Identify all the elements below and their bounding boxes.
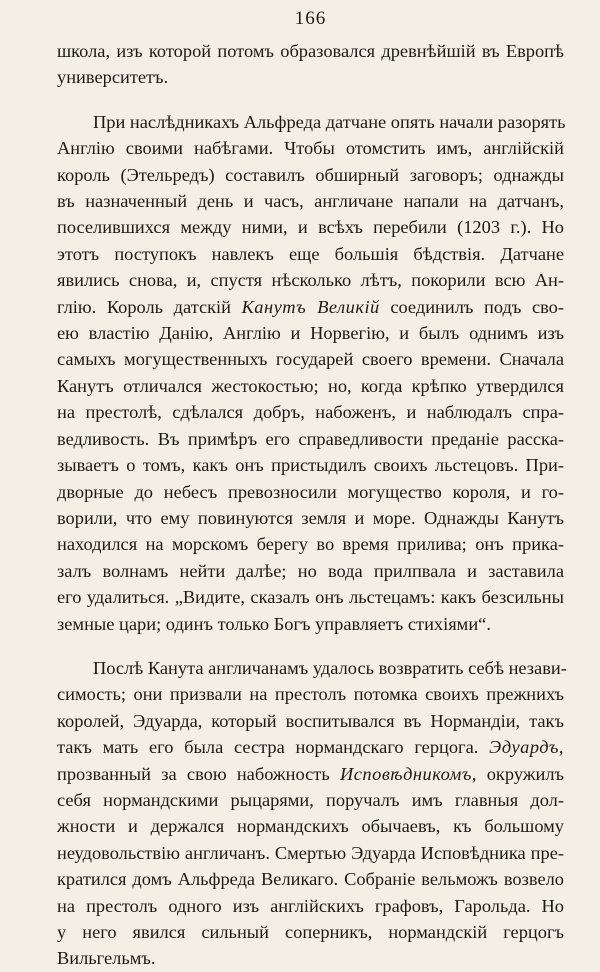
text-line: залъ волнамъ нейти далѣе; но вода прилпвала и заставила [57,560,564,581]
text-line: его удалиться. „Видите, сказалъ онъ льстецамъ: какъ безсильны [57,587,564,608]
text-line: на престолъ одного изъ англійскихъ графовъ, Гарольда. Но [57,895,564,916]
text-line: Канутъ отличался жестокостью; но, когда крѣпко утвердился [57,375,564,396]
text-line: Послѣ Канута англичанамъ удалось возвратить себѣ незави- [93,657,567,678]
emphasized-name: Исповѣдникомъ [339,763,472,784]
paragraph [57,109,564,637]
text-line: глію. Король датскій Канутъ Великій соединилъ подъ сво- [57,296,564,317]
paragraph-gap [57,637,564,655]
text-line: жности и держался нормандскихъ обычаевъ, къ большому [57,816,564,837]
paragraph-gap [57,91,564,109]
text-line: симость; они призвали на престолъ потомка своихъ прежнихъ [57,684,564,705]
text-line: самыхъ могущественныхъ государей своего времени. Сначала [57,349,564,370]
text-line: При наслѣдникахъ Альфреда датчане опять начали разорять [93,111,566,132]
text-line: дворные до небесъ превозносили могущество короля, и го- [57,481,564,502]
text-line: прозванный за свою набожность Исповѣдникомъ, окружилъ [57,763,565,784]
text-line: въ назначенный день и часъ, англичане напали на датчанъ, [57,191,564,212]
page-number: 166 [294,8,327,29]
text-line: такъ мать его была сестра нормандскаго герцога. Эдуардъ, [57,737,564,758]
text-line: ведливость. Въ примѣръ его справедливости преданіе расска- [57,428,564,449]
text-line: кратился домъ Альфреда Великаго. Собраніе вельможъ возвело [57,869,564,890]
text-line: неудовольствію англичанъ. Смертью Эдуарда Исповѣдника пре- [57,842,564,863]
text-line: король (Этельредъ) составилъ обширный заговоръ; однажды [57,164,564,185]
text-line: явились снова, и, спустя нѣсколько лѣтъ, покорили всю Ан- [57,270,564,291]
text-line: школа, изъ которой потомъ образовался древнѣйшій въ Европѣ [57,41,564,61]
emphasized-name: Эдуардъ, [489,737,564,758]
text-line: Англію своими набѣгами. Чтобы отомстить имъ, англійскій [57,138,564,159]
text-line: королей, Эдуарда, который воспитывался въ Нормандіи, такъ [57,710,564,731]
text-line: университетъ. [57,67,169,88]
text-line: зываетъ о томъ, какъ онъ пристыдилъ своихъ льстецовъ. При- [57,455,564,476]
text-line: находился на морскомъ берегу во время прилива; онъ прика- [57,534,564,555]
paragraph [57,655,567,972]
text-line: Вильгельмъ. [57,948,156,969]
emphasized-name: Канутъ Великій [241,296,380,317]
text-body [57,38,567,972]
text-line: у него явился сильный соперникъ, нормандскій герцогъ [57,922,564,942]
text-line: ворили, что ему повинуются земля и море. Однажды Канутъ [57,507,564,528]
text-line: себя нормандскими рыцарями, поручалъ имъ главныя дол- [57,789,564,810]
text-line: на престолѣ, сдѣлался добръ, набоженъ, и наблюдалъ спра- [57,402,564,423]
paragraph [57,38,564,91]
text-line: этотъ поступокъ навлекъ еще большія бѣдствія. Датчане [57,243,564,264]
text-line: поселившихся между ними, и всѣхъ перебили (1203 г.). Но [57,217,564,238]
text-line: земные цари; одинъ только Богъ управляетъ стихіями“. [57,613,491,634]
text-line: ею властію Данію, Англію и Норвегію, и былъ однимъ изъ [57,323,564,344]
